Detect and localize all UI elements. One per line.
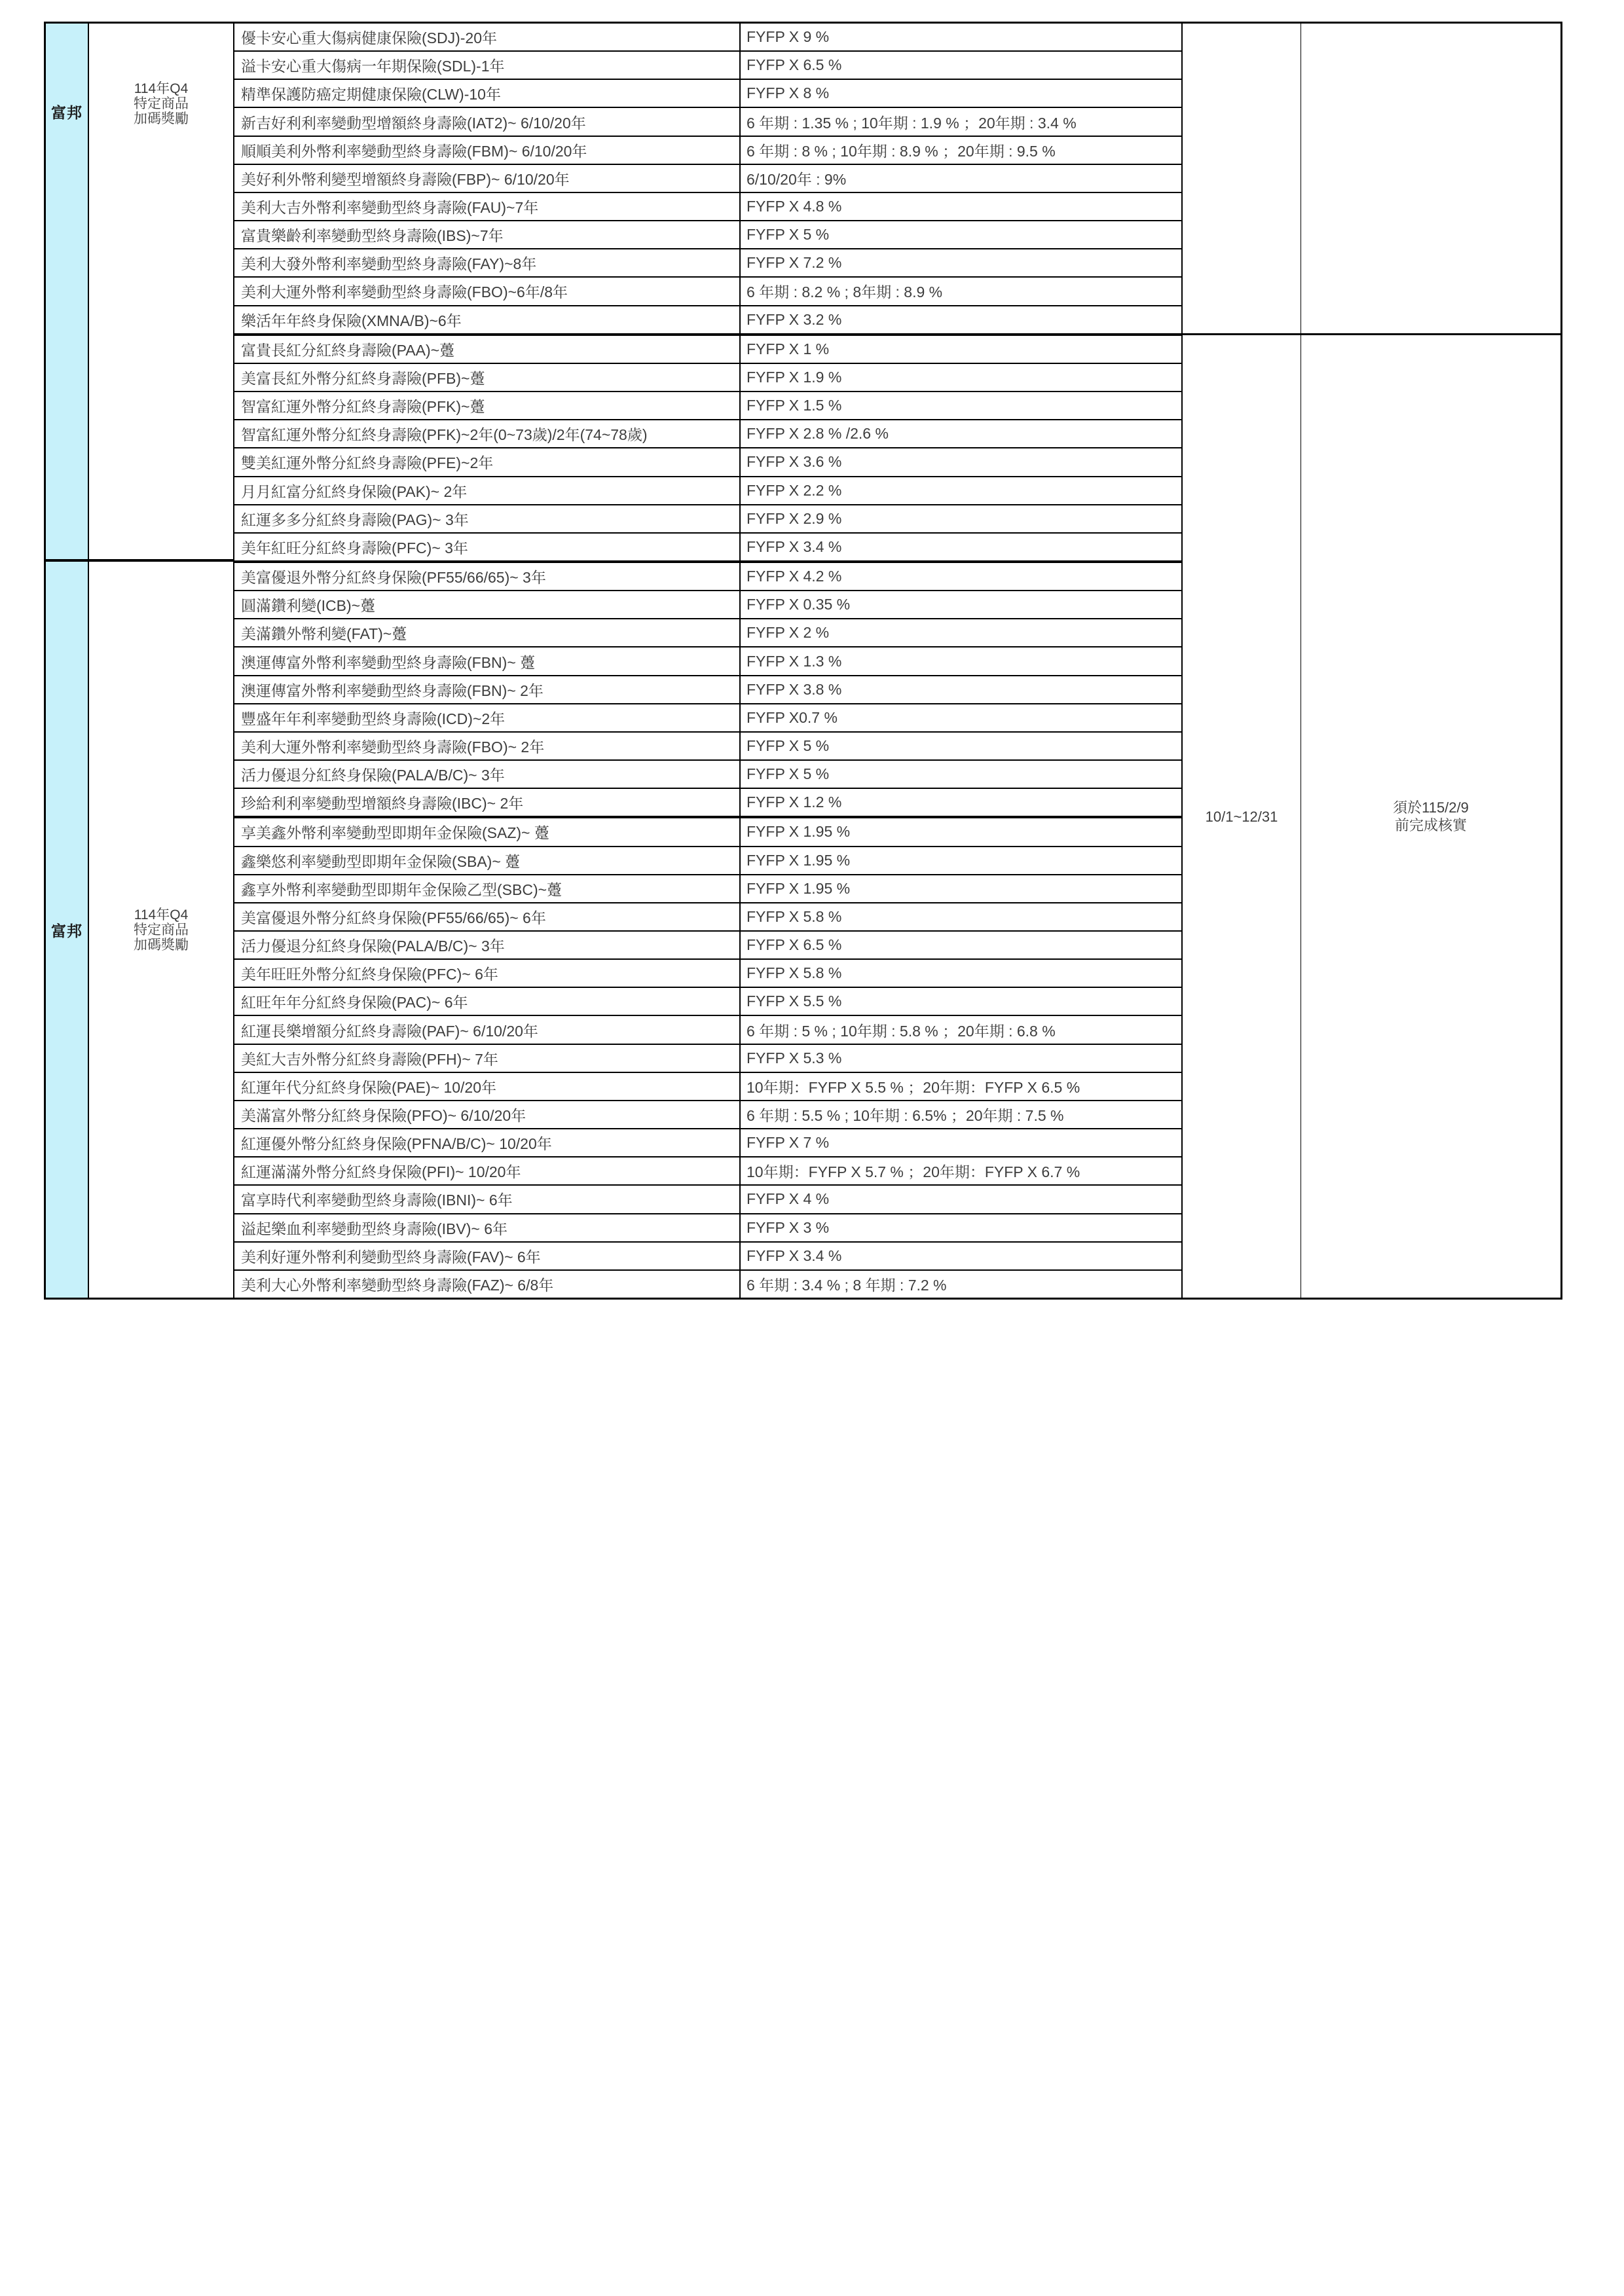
product-name-cell: 精準保護防癌定期健康保險(CLW)-10年: [234, 80, 741, 107]
table-row: [234, 1129, 1181, 1157]
bonus-value-cell: FYFP X 7 %: [747, 1134, 830, 1152]
bonus-value-cell: FYFP X 9 %: [747, 28, 830, 46]
table-row: [234, 278, 1181, 306]
bonus-value-cell: 10年期：FYFP X 5.5 % ；20年期：FYFP X 6.5 %: [747, 1078, 1080, 1096]
product-name-cell: 美滿富外幣分紅終身保險(PFO)~ 6/10/20年: [234, 1101, 741, 1128]
bonus-value-cell: FYFP X 5.5 %: [747, 993, 842, 1010]
bonus-value-cell: FYFP X 5 %: [747, 765, 830, 783]
table-row: [234, 392, 1181, 420]
product-name-cell: 美滿鑽外幣利變(FAT)~躉: [234, 619, 741, 646]
bonus-value-cell: FYFP X 1.2 %: [747, 793, 842, 811]
bonus-value-cell: 10年期：FYFP X 5.7 % ；20年期：FYFP X 6.7 %: [747, 1163, 1080, 1181]
product-name-cell: 鑫樂悠利率變動型即期年金保險(SBA)~ 躉: [234, 847, 741, 874]
table-row: [234, 306, 1181, 336]
product-name-cell: 溢卡安心重大傷病一年期保險(SDL)-1年: [234, 52, 741, 79]
bonus-value-cell: FYFP X 5 %: [747, 737, 830, 754]
table-row: [234, 165, 1181, 193]
bonus-value-cell: FYFP X 1.9 %: [747, 368, 842, 386]
period-line: 特定商品: [134, 96, 189, 111]
bonus-value-cell: FYFP X 3.2 %: [747, 310, 842, 328]
bonus-value-cell: FYFP X 2 %: [747, 624, 830, 642]
product-name-cell: 紅運年代分紅終身保險(PAE)~ 10/20年: [234, 1073, 741, 1100]
table-row: [234, 704, 1181, 733]
bonus-value-cell: FYFP X 5.8 %: [747, 964, 842, 982]
table-row: [234, 875, 1181, 903]
product-name-cell: 紅運優外幣分紅終身保險(PFNA/B/C)~ 10/20年: [234, 1129, 741, 1156]
period-cell-section2: [89, 562, 233, 1298]
table-row: [234, 80, 1181, 108]
table-row: [234, 647, 1181, 676]
table-row: [234, 193, 1181, 221]
note-line: 前完成核實: [1394, 817, 1467, 833]
date-range-text: 10/1~12/31: [1205, 808, 1278, 825]
bonus-value-cell: FYFP X 5.3 %: [747, 1049, 842, 1066]
company-cell-section1: [46, 24, 88, 562]
company-cell-section2: [46, 562, 88, 1298]
product-name-cell: 智富紅運外幣分紅終身壽險(PFK)~2年(0~73歲)/2年(74~78歲): [234, 420, 741, 447]
company-name: 富邦: [51, 104, 83, 121]
table-row: [234, 960, 1181, 988]
bonus-value-cell: FYFP X 1.95 %: [747, 851, 851, 869]
table-row: [234, 137, 1181, 165]
product-name-cell: 溢起樂血利率變動型終身壽險(IBV)~ 6年: [234, 1214, 741, 1241]
product-name-cell: 活力優退分紅終身保險(PALA/B/C)~ 3年: [234, 761, 741, 788]
table-row: [234, 1016, 1181, 1044]
product-name-cell: 美年紅旺分紅終身壽險(PFC)~ 3年: [234, 534, 741, 560]
table-row: [234, 619, 1181, 647]
table-row: [234, 1243, 1181, 1271]
product-name-cell: 豐盛年年利率變動型終身壽險(ICD)~2年: [234, 704, 741, 731]
date-range-column: [1183, 24, 1301, 1298]
table-row: [234, 563, 1181, 591]
product-name-cell: 享美鑫外幣利率變動型即期年金保險(SAZ)~ 躉: [234, 818, 741, 845]
product-name-cell: 活力優退分紅終身保險(PALA/B/C)~ 3年: [234, 932, 741, 958]
period-line: 114年Q4: [134, 81, 189, 96]
table-row: [234, 847, 1181, 875]
table-row: [234, 1186, 1181, 1214]
period-line: 加碼獎勵: [134, 111, 189, 126]
table-row: [234, 1214, 1181, 1243]
table-row: [234, 221, 1181, 249]
product-name-cell: 美富長紅外幣分紅終身壽險(PFB)~躉: [234, 364, 741, 391]
product-name-cell: 順順美利外幣利率變動型終身壽險(FBM)~ 6/10/20年: [234, 137, 741, 164]
table-row: [234, 477, 1181, 505]
period-cell-section1: [89, 24, 233, 562]
note-cell: [1301, 335, 1560, 1298]
bonus-value-cell: FYFP X 6.5 %: [747, 936, 842, 954]
bonus-value-cell: FYFP X 1.95 %: [747, 879, 851, 897]
bonus-value-cell: 6 年期 : 1.35 % ; 10年期 : 1.9 % ；20年期 : 3.4 %: [747, 114, 1077, 132]
product-name-cell: 美利大運外幣利率變動型終身壽險(FBO)~6年/8年: [234, 278, 741, 304]
note-column: [1301, 24, 1560, 1298]
table-row: [234, 24, 1181, 52]
date-range-cell: [1183, 335, 1301, 1298]
product-name-cell: 珍給利利率變動型增額終身壽險(IBC)~ 2年: [234, 789, 741, 816]
bonus-value-cell: FYFP X 3 %: [747, 1218, 830, 1236]
bonus-value-cell: FYFP X 4 %: [747, 1190, 830, 1208]
bonus-value-cell: 6/10/20年 : 9%: [747, 170, 847, 188]
table-row: [234, 1101, 1181, 1129]
product-name-cell: 美利大發外幣利率變動型終身壽險(FAY)~8年: [234, 249, 741, 276]
bonus-value-cell: FYFP X 1.5 %: [747, 397, 842, 414]
table-row: [234, 336, 1181, 364]
product-name-cell: 鑫享外幣利率變動型即期年金保險乙型(SBC)~躉: [234, 875, 741, 902]
period-line: 加碼獎勵: [134, 937, 189, 953]
table-row: [234, 761, 1181, 789]
product-name-cell: 美利大吉外幣利率變動型終身壽險(FAU)~7年: [234, 193, 741, 220]
bonus-value-cell: FYFP X 2.9 %: [747, 509, 842, 527]
period-column: [89, 24, 234, 1298]
bonus-value-cell: FYFP X 4.8 %: [747, 198, 842, 215]
table-row: [234, 448, 1181, 477]
table-row: [234, 52, 1181, 80]
product-name-cell: 雙美紅運外幣分紅終身壽險(PFE)~2年: [234, 448, 741, 475]
product-name-cell: 富享時代利率變動型終身壽險(IBNI)~ 6年: [234, 1186, 741, 1212]
product-name-cell: 澳運傳富外幣利率變動型終身壽險(FBN)~ 躉: [234, 647, 741, 674]
table-row: [234, 534, 1181, 563]
bonus-value-cell: FYFP X 3.4 %: [747, 1247, 842, 1264]
product-name-cell: 美利大心外幣利率變動型終身壽險(FAZ)~ 6/8年: [234, 1271, 741, 1298]
product-name-cell: 美紅大吉外幣分紅終身壽險(PFH)~ 7年: [234, 1045, 741, 1072]
table-row: [234, 676, 1181, 704]
bonus-value-cell: FYFP X 8 %: [747, 84, 830, 102]
table-row: [234, 932, 1181, 960]
bonus-value-cell: FYFP X 2.8 % /2.6 %: [747, 425, 889, 443]
bonus-value-cell: FYFP X 3.6 %: [747, 453, 842, 471]
product-name-cell: 美年旺旺外幣分紅終身保險(PFC)~ 6年: [234, 960, 741, 987]
product-name-cell: 美富優退外幣分紅終身保險(PF55/66/65)~ 6年: [234, 903, 741, 930]
table-row: [234, 108, 1181, 136]
bonus-value-cell: 6 年期 : 5 % ; 10年期 : 5.8 % ；20年期 : 6.8 %: [747, 1022, 1056, 1040]
product-name-cell: 新吉好利利率變動型增額終身壽險(IAT2)~ 6/10/20年: [234, 108, 741, 135]
bonus-value-cell: FYFP X0.7 %: [747, 708, 838, 726]
bonus-value-cell: 6 年期 : 8 % ; 10年期 : 8.9 % ；20年期 : 9.5 %: [747, 142, 1056, 160]
product-name-cell: 美好利外幣利變型增額終身壽險(FBP)~ 6/10/20年: [234, 165, 741, 192]
product-name-cell: 優卡安心重大傷病健康保險(SDJ)-20年: [234, 24, 741, 50]
product-name-cell: 紅運長樂增額分紅終身壽險(PAF)~ 6/10/20年: [234, 1016, 741, 1043]
table-row: [234, 505, 1181, 534]
bonus-value-cell: FYFP X 0.35 %: [747, 596, 851, 613]
bonus-value-cell: FYFP X 1.3 %: [747, 652, 842, 670]
product-name-cell: 紅運多多分紅終身壽險(PAG)~ 3年: [234, 505, 741, 532]
table-row: [234, 818, 1181, 847]
table-row: [234, 1157, 1181, 1186]
period-text: [89, 907, 233, 953]
note-empty-cell: [1301, 24, 1560, 335]
company-name: 富邦: [51, 922, 83, 939]
product-name-cell: 富貴樂齡利率變動型終身壽險(IBS)~7年: [234, 221, 741, 248]
product-name-cell: 美利好運外幣利利變動型終身壽險(FAV)~ 6年: [234, 1243, 741, 1269]
bonus-value-cell: FYFP X 4.2 %: [747, 568, 842, 585]
period-line: 114年Q4: [134, 907, 189, 922]
bonus-value-cell: FYFP X 3.8 %: [747, 680, 842, 698]
table-row: [234, 591, 1181, 619]
bonus-value-cell: FYFP X 7.2 %: [747, 254, 842, 272]
period-text: [89, 81, 233, 126]
table-row: [234, 364, 1181, 392]
product-name-cell: 美利大運外幣利率變動型終身壽險(FBO)~ 2年: [234, 733, 741, 759]
bonus-value-cell: FYFP X 1 %: [747, 340, 830, 357]
note-line: 須於115/2/9: [1393, 799, 1469, 816]
product-name-cell: 圓滿鑽利變(ICB)~躉: [234, 591, 741, 618]
product-name-cell: 月月紅富分紅終身保險(PAK)~ 2年: [234, 477, 741, 504]
product-name-cell: 紅運滿滿外幣分紅終身保險(PFI)~ 10/20年: [234, 1157, 741, 1184]
table-row: [234, 789, 1181, 818]
date-empty-cell: [1183, 24, 1301, 335]
bonus-value-cell: FYFP X 5.8 %: [747, 907, 842, 925]
bonus-value-cell: 6 年期 : 8.2 % ; 8年期 : 8.9 %: [747, 283, 943, 301]
bonus-value-cell: 6 年期 : 3.4 % ; 8 年期 : 7.2 %: [747, 1276, 947, 1294]
product-name-cell: 樂活年年終身保險(XMNA/B)~6年: [234, 306, 741, 333]
table-row: [234, 988, 1181, 1016]
table-row: [234, 249, 1181, 278]
bonus-value-cell: FYFP X 1.95 %: [747, 823, 851, 841]
product-name-cell: 紅旺年年分紅終身保險(PAC)~ 6年: [234, 988, 741, 1015]
table-row: [234, 1045, 1181, 1073]
product-name-cell: 美富優退外幣分紅終身保險(PF55/66/65)~ 3年: [234, 563, 741, 590]
table-row: [234, 420, 1181, 448]
product-name-cell: 富貴長紅分紅終身壽險(PAA)~躉: [234, 336, 741, 363]
period-line: 特定商品: [134, 922, 189, 938]
company-column: [46, 24, 89, 1298]
bonus-value-cell: 6 年期 : 5.5 % ; 10年期 : 6.5% ；20年期 : 7.5 %: [747, 1107, 1064, 1125]
table-row: [234, 903, 1181, 932]
bonus-value-cell: FYFP X 6.5 %: [747, 56, 842, 74]
product-rows-column: [234, 24, 1183, 1298]
bonus-value-cell: FYFP X 3.4 %: [747, 538, 842, 555]
product-name-cell: 澳運傳富外幣利率變動型終身壽險(FBN)~ 2年: [234, 676, 741, 703]
table-row: [234, 1073, 1181, 1101]
promo-bonus-table: [44, 22, 1562, 1300]
bonus-value-cell: FYFP X 5 %: [747, 226, 830, 244]
bonus-value-cell: FYFP X 2.2 %: [747, 481, 842, 499]
table-row: [234, 1271, 1181, 1298]
product-name-cell: 智富紅運外幣分紅終身壽險(PFK)~躉: [234, 392, 741, 419]
table-row: [234, 733, 1181, 761]
